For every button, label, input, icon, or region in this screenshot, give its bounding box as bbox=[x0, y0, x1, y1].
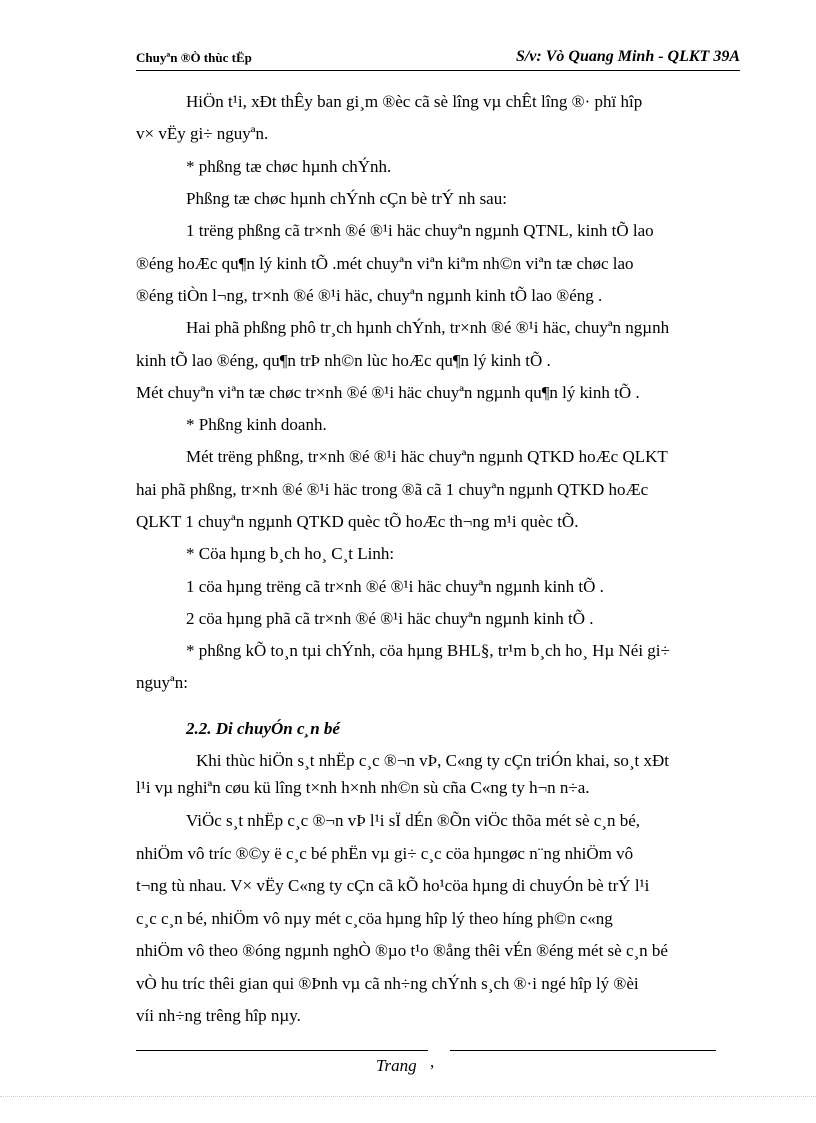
text-line: ®éng tiÒn l¬ng, tr×nh ®é ®¹i häc, chuyªn ngµnh kinh tÕ lao ®éng . bbox=[136, 286, 603, 305]
text-line: Khi thùc hiÖn s¸t nhËp c¸c ®¬n vÞ, C«ng ty cÇn triÓn khai, so¸t xÐt bbox=[196, 751, 669, 770]
text-line: * Phßng kinh doanh. bbox=[186, 415, 327, 434]
text-line: nguyªn: bbox=[136, 673, 188, 692]
text-line: t¬ng tù nhau. V× vËy C«ng ty cÇn cã kÕ ho¹cöa hµng di chuyÓn bè trÝ l¹i bbox=[136, 876, 650, 895]
text-line: * Cöa hµng b¸ch ho¸ C¸t Linh: bbox=[186, 544, 395, 563]
footer-comma: , bbox=[430, 1052, 435, 1071]
text-line: Phßng tæ chøc hµnh chÝnh cÇn bè trÝ nh sau: bbox=[186, 189, 507, 208]
footer-rule-left bbox=[136, 1050, 428, 1051]
section-heading: 2.2. Di chuyÓn c¸n bé bbox=[186, 719, 340, 738]
text-line: QLKT 1 chuyªn ngµnh QTKD quèc tÕ hoÆc th¬ng m¹i quèc tÕ. bbox=[136, 512, 579, 531]
text-line: 1 cöa hµng trëng cã tr×nh ®é ®¹i häc chuyªn ngµnh kinh tÕ . bbox=[186, 577, 604, 596]
text-line: vÒ hu tríc thêi gian qui ®Þnh vµ cã nh÷ng chÝnh s¸ch ®·i ngé hîp lý ®èi bbox=[136, 974, 639, 993]
text-line: kinh tÕ lao ®éng, qu¶n trÞ nh©n lùc hoÆc qu¶n lý kinh tÕ . bbox=[136, 351, 551, 370]
text-line: * phßng kÕ to¸n tµi chÝnh, cöa hµng BHL§, tr¹m b¸ch ho¸ Hµ Néi gi÷ bbox=[186, 641, 670, 660]
header-author: S/v: Vò Quang Minh - QLKT 39A bbox=[515, 48, 740, 65]
text-line: víi nh÷ng trêng hîp nµy. bbox=[136, 1006, 301, 1025]
footer-rule-right bbox=[450, 1050, 716, 1051]
text-line: c¸c c¸n bé, nhiÖm vô nµy mét c¸cöa hµng hîp lý theo híng ph©n c«ng bbox=[136, 909, 613, 928]
text-line: 2 cöa hµng phã cã tr×nh ®é ®¹i häc chuyªn ngµnh kinh tÕ . bbox=[186, 609, 594, 628]
text-line: nhiÖm vô tríc ®©y ë c¸c bé phËn vµ gi÷ c¸c cöa hµngøc n¨ng nhiÖm vô bbox=[136, 844, 634, 863]
text-line: ®éng hoÆc qu¶n lý kinh tÕ .mét chuyªn viªn kiªm nh©n viªn tæ chøc lao bbox=[136, 254, 634, 273]
header-chapter-title: Chuyªn ®Ò thùc tËp bbox=[136, 50, 252, 65]
text-line: Mét trëng phßng, tr×nh ®é ®¹i häc chuyªn ngµnh QTKD hoÆc QLKT bbox=[186, 447, 668, 466]
footer-page-label: Trang bbox=[376, 1056, 417, 1075]
text-line: hai phã phßng, tr×nh ®é ®¹i häc trong ®ã cã 1 chuyªn ngµnh QTKD hoÆc bbox=[136, 480, 649, 499]
text-line: Mét chuyªn viªn tæ chøc tr×nh ®é ®¹i häc chuyªn ngµnh qu¶n lý kinh tÕ . bbox=[136, 383, 640, 402]
text-line: ViÖc s¸t nhËp c¸c ®¬n vÞ l¹i sÏ dÉn ®Õn viÖc thõa mét sè c¸n bé, bbox=[186, 811, 641, 830]
page-edge-divider bbox=[0, 1096, 816, 1097]
text-line: Hai phã phßng phô tr¸ch hµnh chÝnh, tr×nh ®é ®¹i häc, chuyªn ngµnh bbox=[186, 318, 670, 337]
text-line: nhiÖm vô theo ®óng ngµnh nghÒ ®µo t¹o ®ång thêi vÉn ®éng mét sè c¸n bé bbox=[136, 941, 668, 960]
text-line: l¹i vµ nghiªn cøu kü lîng t×nh h×nh nh©n sù cña C«ng ty h¬n n÷a. bbox=[136, 778, 590, 797]
text-line: 1 trëng phßng cã tr×nh ®é ®¹i häc chuyªn ngµnh QTNL, kinh tÕ lao bbox=[186, 221, 654, 240]
text-line: v× vËy gi÷ nguyªn. bbox=[136, 124, 269, 143]
text-line: * phßng tæ chøc hµnh chÝnh. bbox=[186, 157, 392, 176]
page-header bbox=[136, 48, 740, 71]
text-line: HiÖn t¹i, xÐt thÊy ban gi¸m ®èc cã sè lîng vµ chÊt lîng ®· phï hîp bbox=[186, 92, 643, 111]
